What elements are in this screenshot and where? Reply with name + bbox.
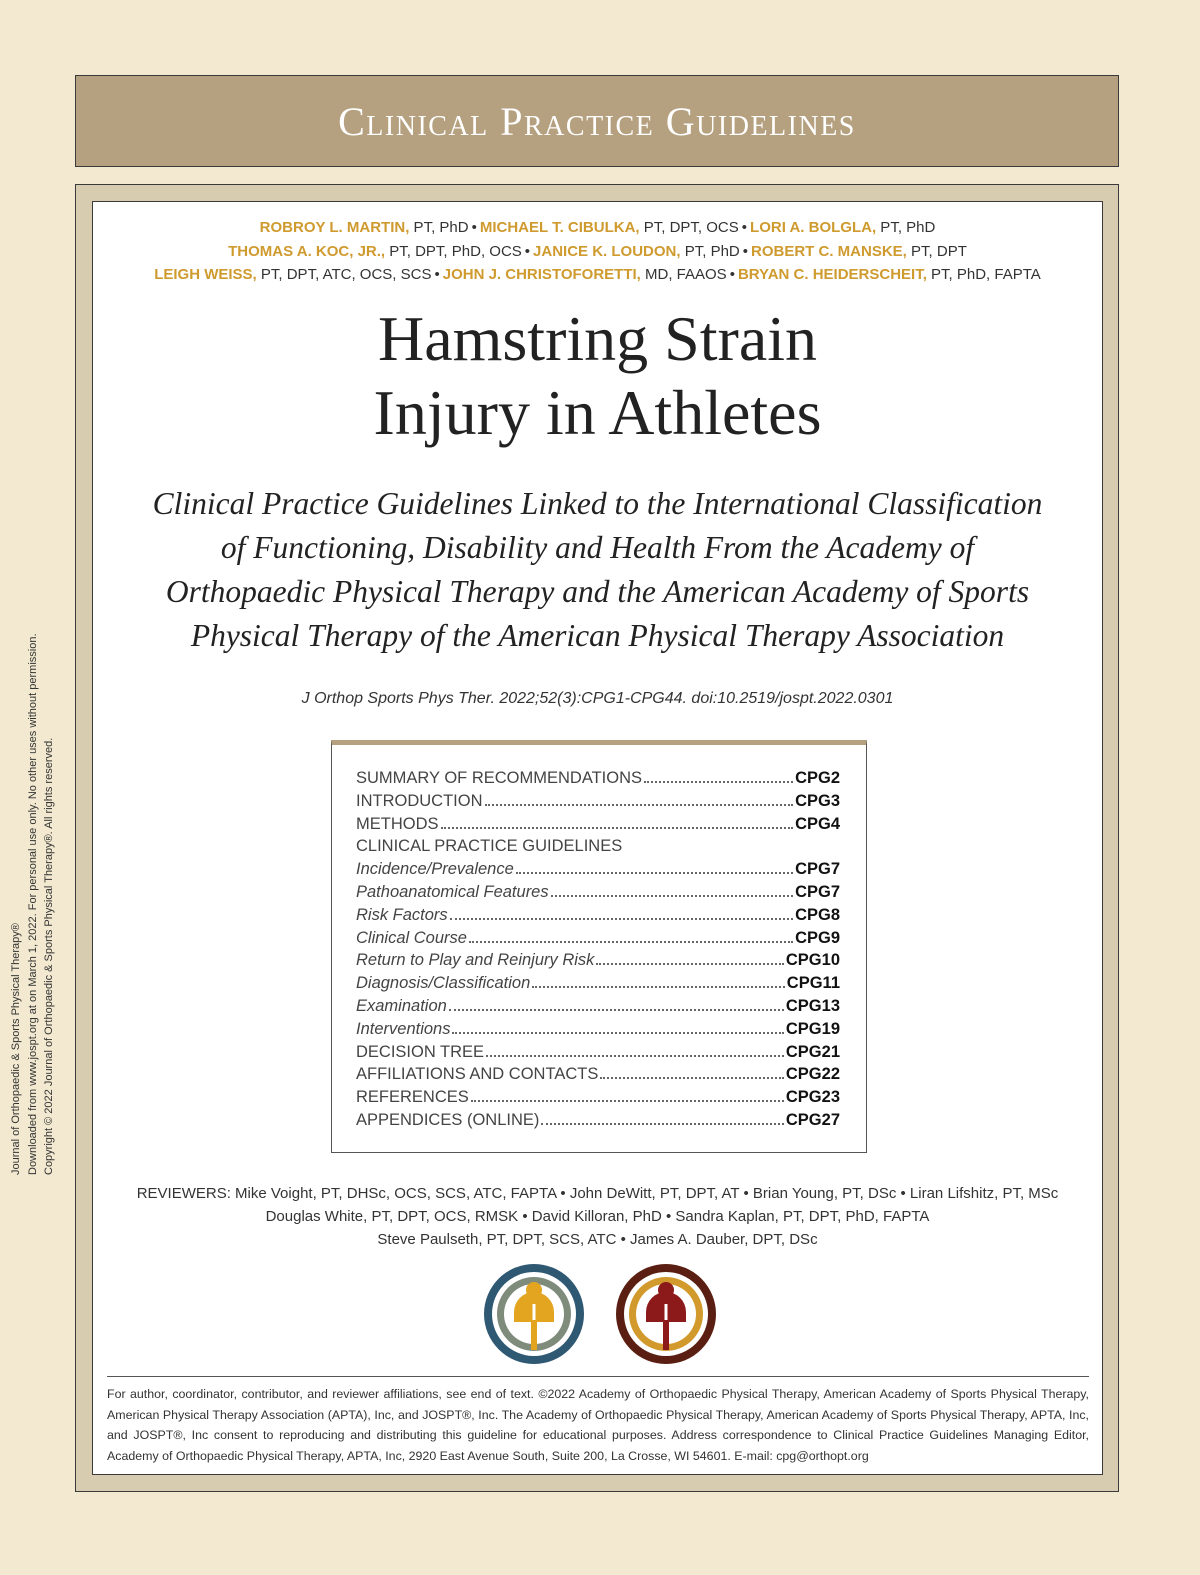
toc-entry: [356, 792, 840, 815]
toc-entry: [356, 769, 840, 792]
author-credentials: PT, PhD, FAPTA: [926, 266, 1041, 283]
author-name: THOMAS A. KOC, JR.,: [228, 242, 386, 260]
orthopaedic-academy-logo: [480, 1260, 588, 1368]
toc-label: APPENDICES (ONLINE): [356, 1110, 540, 1129]
author-credentials: PT, DPT: [906, 242, 967, 260]
reviewer-line: Douglas White, PT, DPT, OCS, RMSK • David Killoran, PhD • Sandra Kaplan, PT, DPT, PhD, FAPTA: [265, 1208, 930, 1225]
toc-leader: [449, 1009, 784, 1011]
toc-label: REFERENCES: [356, 1088, 469, 1107]
toc-entry: [356, 1088, 840, 1111]
author-line: [93, 263, 1102, 287]
separator: •: [741, 219, 748, 236]
author-credentials: PT, DPT, PhD, OCS: [385, 242, 522, 260]
toc-entry: [356, 997, 840, 1020]
toc-page: CPG9: [795, 928, 840, 947]
sports-academy-logo: [612, 1260, 720, 1368]
toc-leader: [486, 1055, 784, 1057]
toc-label: INTRODUCTION: [356, 791, 483, 810]
author-credentials: MD, FAAOS: [640, 266, 727, 283]
toc-label: Risk Factors: [356, 905, 448, 924]
author-name: JOHN J. CHRISTOFORETTI,: [442, 266, 641, 283]
subtitle-line: Clinical Practice Guidelines Linked to the International Classification: [152, 486, 1043, 521]
citation: J Orthop Sports Phys Ther. 2022;52(3):CPG1-CPG44. doi:10.2519/jospt.2022.0301: [301, 690, 894, 707]
toc-label: Incidence/Prevalence: [356, 860, 514, 879]
author-line: [93, 216, 1102, 240]
toc-label: AFFILIATIONS AND CONTACTS: [356, 1065, 599, 1084]
toc-page: CPG10: [785, 951, 840, 970]
toc-entry: [356, 951, 840, 974]
toc-entry: [356, 837, 840, 860]
toc-leader: [469, 941, 793, 943]
toc-page: CPG7: [795, 882, 840, 901]
toc-page: CPG27: [785, 1110, 840, 1129]
toc-entry: [356, 815, 840, 838]
toc-entry: [356, 1111, 840, 1134]
subtitle-line: Physical Therapy of the American Physical Therapy Association: [190, 618, 1005, 653]
author-name: ROBERT C. MANSKE,: [751, 242, 907, 260]
article-title: [93, 302, 1102, 450]
toc-page: CPG22: [785, 1065, 840, 1084]
author-credentials: PT, DPT, OCS: [639, 219, 739, 236]
toc-label: SUMMARY OF RECOMMENDATIONS: [356, 769, 643, 787]
author-name: ROBROY L. MARTIN,: [259, 219, 410, 236]
toc-label: Clinical Course: [356, 928, 467, 947]
author-list: [93, 216, 1102, 287]
table-of-contents: [331, 740, 867, 1153]
side-note-line: Journal of Orthopaedic & Sports Physical Therapy®: [10, 923, 22, 1175]
toc-label: DECISION TREE: [356, 1042, 485, 1061]
toc-entry: [356, 883, 840, 906]
toc-leader: [452, 1032, 783, 1034]
logo-stem-gap: [533, 1304, 536, 1320]
subtitle-line: Orthopaedic Physical Therapy and the American Academy of Sports: [165, 574, 1030, 609]
title-line: Injury in Athletes: [373, 377, 822, 448]
toc-label: Return to Play and Reinjury Risk: [356, 951, 595, 970]
toc-leader: [596, 963, 783, 965]
side-note-line: Downloaded from www.jospt.org at on March 1, 2022. For personal use only. No other uses without permission.: [26, 633, 39, 1175]
author-name: JANICE K. LOUDON,: [533, 242, 681, 260]
toc-entry: [356, 929, 840, 952]
toc-label: METHODS: [356, 814, 439, 833]
author-name: BRYAN C. HEIDERSCHEIT,: [737, 266, 927, 283]
reviewer-list: [93, 1182, 1102, 1251]
toc-leader: [441, 827, 794, 829]
separator: •: [471, 219, 477, 236]
toc-label: Examination: [356, 996, 447, 1015]
author-name: LEIGH WEISS,: [154, 266, 257, 283]
toc-entry: [356, 860, 840, 883]
author-line: [93, 240, 1102, 264]
author-credentials: PT, PhD: [409, 219, 469, 236]
toc-entry: [356, 1043, 840, 1066]
separator: •: [434, 266, 440, 283]
academy-logos: [480, 1260, 720, 1370]
toc-leader: [471, 1100, 784, 1102]
article-subtitle: [93, 482, 1102, 658]
separator: •: [729, 266, 735, 283]
footer-divider: [107, 1376, 1089, 1377]
copyright-side-note: [8, 515, 58, 1175]
toc-page: CPG11: [786, 974, 840, 993]
reviewer-line: Steve Paulseth, PT, DPT, SCS, ATC • James A. Dauber, DPT, DSc: [377, 1231, 818, 1248]
toc-label: Interventions: [356, 1019, 451, 1038]
separator: •: [742, 242, 749, 260]
header-band: [75, 75, 1119, 167]
toc-entry: [356, 1020, 840, 1043]
toc-page: CPG3: [795, 791, 840, 810]
author-name: MICHAEL T. CIBULKA,: [479, 219, 640, 236]
separator: •: [524, 242, 531, 260]
toc-entry: [356, 906, 840, 929]
toc-leader: [450, 918, 793, 920]
toc-entry: [356, 974, 840, 997]
author-credentials: PT, PhD: [876, 219, 936, 236]
cover-page: [92, 201, 1103, 1475]
toc-page: CPG19: [785, 1019, 840, 1038]
reviewer-line: REVIEWERS: Mike Voight, PT, DHSc, OCS, SCS, ATC, FAPTA • John DeWitt, PT, DPT, AT • Brian Young, PT, DSc • Liran Lifshitz, PT, MSc: [136, 1185, 1059, 1202]
footer-note: For author, coordinator, contributor, and reviewer affiliations, see end of text. ©2022 Academy of Orthopaedic Physical Therapy, American Academy of Sports Physical Therapy, American Physical Therapy Association (APTA), Inc, and JOSPT®, Inc. The Academy of Orthopaedic Physical Therapy, American Academy of Sports Physical Therapy, APTA, Inc, and JOSPT®, Inc consent to reproducing and distributing this guideline for educational purposes. Address correspondence to Clinical Practice Guidelines Managing Editor, Academy of Orthopaedic Physical Therapy, APTA, Inc, 2920 East Avenue South, Suite 200, La Crosse, WI 54601. E-mail: cpg@orthopt.org: [107, 1387, 1089, 1463]
subtitle-line: of Functioning, Disability and Health From the Academy of: [220, 530, 975, 565]
toc-label: CLINICAL PRACTICE GUIDELINES: [356, 837, 623, 856]
toc-leader: [532, 986, 785, 988]
toc-page: CPG21: [785, 1042, 840, 1061]
toc-leader: [644, 781, 793, 783]
toc-label: Pathoanatomical Features: [356, 882, 549, 901]
toc-page: CPG23: [785, 1088, 840, 1107]
toc-leader: [485, 804, 794, 806]
toc-label: Diagnosis/Classification: [356, 974, 531, 993]
side-note-line: Copyright © 2022 Journal of Orthopaedic & Sports Physical Therapy®. All rights reserved.: [43, 737, 55, 1175]
title-line: Hamstring Strain: [377, 303, 818, 374]
toc-page: CPG7: [795, 860, 840, 879]
toc-leader: [516, 872, 793, 874]
toc-leader: [551, 895, 793, 897]
author-credentials: PT, PhD: [680, 242, 740, 260]
toc-leader: [541, 1123, 784, 1125]
journal-section-title: Clinical Practice Guidelines: [338, 98, 856, 144]
author-name: LORI A. BOLGLA,: [750, 219, 877, 236]
toc-page: CPG8: [795, 905, 840, 924]
toc-entry: [356, 1065, 840, 1088]
logo-stem-gap: [665, 1304, 668, 1320]
toc-page: CPG4: [795, 814, 840, 833]
toc-page: CPG13: [785, 996, 840, 1015]
author-credentials: PT, DPT, ATC, OCS, SCS: [256, 266, 432, 283]
toc-leader: [600, 1077, 784, 1079]
toc-page: CPG2: [795, 769, 840, 787]
